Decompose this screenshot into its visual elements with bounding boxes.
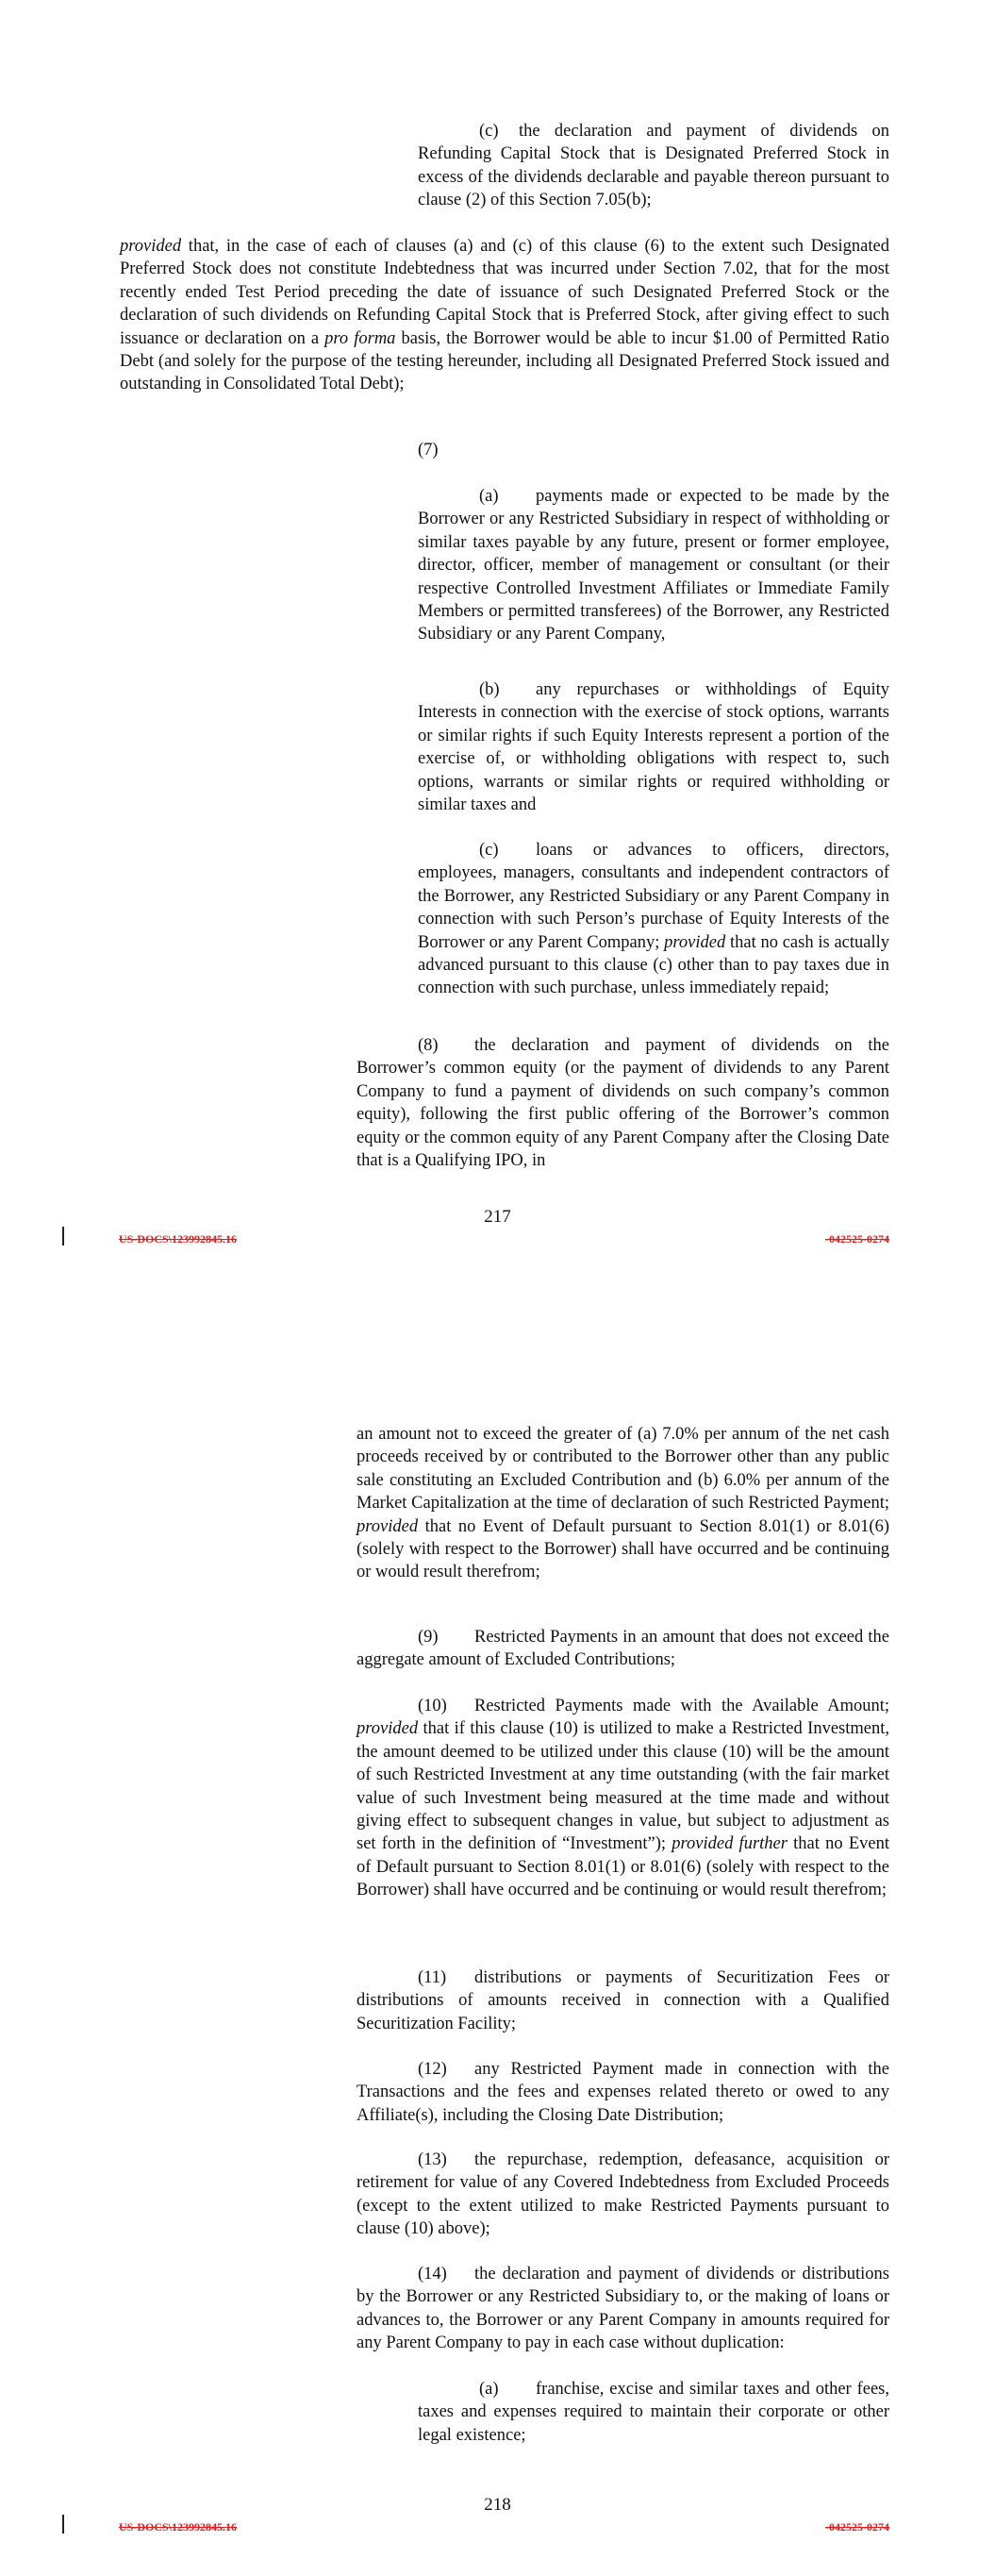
- clause-7a-paragraph: [418, 485, 889, 646]
- clause-text: the repurchase, redemption, defeasance, acquisition or retirement for value of any Covered Indebtedness from Excluded Proceeds (except to the extent utilized to make Restricted Payments pursuant to clause (10) above);: [357, 2150, 889, 2239]
- clause-text: distributions or payments of Securitization Fees or distributions of amounts received in connection with a Qualified Securitization Facility;: [357, 1968, 889, 2033]
- clause-text: the declaration and payment of dividends on Refunding Capital Stock that is Designated Preferred Stock in excess of the dividends declarable and payable thereon pursuant to clause (2) of this Section 7.05(b);: [418, 122, 889, 210]
- clause-label: (14): [418, 2265, 447, 2283]
- clause-text: Restricted Payments made with the Available Amount;: [474, 1697, 889, 1715]
- italic-term: provided: [357, 1516, 419, 1536]
- clause-label: (12): [418, 2060, 447, 2079]
- provided-paragraph: [120, 235, 889, 396]
- footer-doc-id: US-DOCS\123992845.16: [119, 2520, 238, 2534]
- clause-label: (8): [418, 1036, 439, 1055]
- clause-text: that no Event of Default pursuant to Section 8.01(1) or 8.01(6) (solely with respect to the Borrower) shall have occurred and be continuing or would result therefrom;: [357, 1516, 889, 1582]
- clause-text: that no cash is actually advanced pursuant to this clause (c) other than to pay taxes due in connection with such purchase, unless immediately repaid;: [418, 932, 889, 998]
- clause-label: (c): [479, 122, 499, 141]
- clause-text: that no Event of Default pursuant to Section 8.01(1) or 8.01(6) (solely with respect to the Borrower) shall have occurred and be continuing or would result therefrom;: [357, 1834, 889, 1900]
- clause-text: the declaration and payment of dividends or distributions by the Borrower or any Restricted Subsidiary to, or the making of loans or advances to, the Borrower or any Parent Company in amounts required for any Parent Company to pay in each case without duplication:: [357, 2265, 889, 2353]
- clause-text: that if this clause (10) is utilized to make a Restricted Investment, the amount deemed to be utilized under this clause (10) will be the amount of such Restricted Investment at any time outstanding (with the fair market value of such Investment being measured at the time made and without giving effect to subsequent changes in value, but subject to adjustment as set forth in the definition of “Investment”);: [357, 1719, 889, 1854]
- clause-text: franchise, excise and similar taxes and other fees, taxes and expenses required to maintain their corporate or other legal existence;: [418, 2380, 889, 2445]
- change-bar: [62, 1227, 64, 1246]
- clause-text: Restricted Payments in an amount that does not exceed the aggregate amount of Excluded Contributions;: [357, 1628, 889, 1670]
- footer-doc-id: US-DOCS\123992845.16: [119, 1232, 238, 1246]
- clause-7-label: (7): [418, 441, 439, 460]
- clause-text: the declaration and payment of dividends on the Borrower’s common equity (or the payment of dividends to any Parent Company to fund a payment of dividends on such company’s common equity), following the first public offering of the Borrower’s common equity or the common equity of any Parent Company after the Closing Date that is a Qualifying IPO, in: [357, 1036, 889, 1171]
- clause-text: loans or advances to officers, directors, employees, managers, consultants and independent contractors of the Borrower, any Restricted Subsidiary or any Parent Company in connection with such Person’s purchase of Equity Interests of the Borrower or any Parent Company;: [418, 841, 889, 952]
- change-bar: [62, 2515, 64, 2534]
- footer-matter-number: -042525-0274: [825, 2520, 889, 2534]
- clause-label: (a): [479, 487, 499, 506]
- italic-term: provided: [357, 1719, 419, 1739]
- clause-text: any repurchases or withholdings of Equity Interests in connection with the exercise of stock options, warrants or similar rights if such Equity Interests represent a portion of the exercise of, or withholding obligations with respect to, such options, warrants or similar rights or required withholding or similar taxes and: [418, 680, 889, 815]
- clause-8-paragraph: [357, 1034, 889, 1172]
- clause-label: (10): [418, 1697, 447, 1715]
- clause-13-paragraph: [357, 2149, 889, 2241]
- italic-term: provided: [120, 237, 182, 256]
- clause-12-paragraph: [357, 2058, 889, 2127]
- clause-text: payments made or expected to be made by the Borrower or any Restricted Subsidiary in respect of withholding or similar taxes payable by any future, present or former employee, director, officer, member of management or consultant (or their respective Controlled Investment Affiliates or Immediate Family Members or permitted transferees) of the Borrower, any Restricted Subsidiary or any Parent Company,: [418, 487, 889, 644]
- clause-label: (9): [418, 1628, 439, 1647]
- page-218: [0, 1288, 995, 2576]
- clause-label: (13): [418, 2150, 447, 2169]
- clause-text: any Restricted Payment made in connection with the Transactions and the fees and expenses related thereto or owed to any Affiliate(s), including the Closing Date Distribution;: [357, 2060, 889, 2125]
- italic-term: pro forma: [324, 328, 396, 348]
- clause-text: an amount not to exceed the greater of (a) 7.0% per annum of the net cash proceeds received by or contributed to the Borrower other than any public sale constituting an Excluded Contribution and (b) 6.0% per annum of the Market Capitalization at the time of declaration of such Restricted Payment;: [357, 1425, 889, 1514]
- clause-label: (11): [418, 1968, 447, 1987]
- clause-7c-paragraph: [418, 839, 889, 1000]
- clause-6c-paragraph: [418, 120, 889, 212]
- footer-matter-number: -042525-0274: [825, 1232, 889, 1246]
- paragraph-text: basis, the Borrower would be able to incur $1.00 of Permitted Ratio Debt (and solely for the purpose of the testing hereunder, including all Designated Preferred Stock issued and outstanding in Consolidated Total Debt);: [120, 328, 889, 394]
- page-number: 218: [484, 2495, 511, 2515]
- clause-9-paragraph: [357, 1626, 889, 1672]
- paragraph-text: that, in the case of each of clauses (a) and (c) of this clause (6) to the extent such Designated Preferred Stock does not constitute Indebtedness that was incurred under Section 7.02, that for the most recently ended Test Period preceding the date of issuance of such Designated Preferred Stock or the declaration of such dividends on Refunding Capital Stock that is Preferred Stock, after giving effect to such issuance or declaration on a: [120, 237, 889, 348]
- clause-10-paragraph: [357, 1695, 889, 1902]
- clause-14a-paragraph: [418, 2378, 889, 2447]
- clause-8-continued: [357, 1423, 889, 1584]
- clause-7b-paragraph: [418, 678, 889, 816]
- clause-label: (b): [479, 680, 500, 699]
- italic-term: provided: [664, 932, 726, 952]
- italic-term: provided further: [672, 1834, 788, 1854]
- clause-11-paragraph: [357, 1966, 889, 2035]
- clause-14-paragraph: [357, 2263, 889, 2355]
- clause-label: (a): [479, 2380, 499, 2399]
- page-number: 217: [484, 1207, 511, 1227]
- clause-label: (c): [479, 841, 499, 860]
